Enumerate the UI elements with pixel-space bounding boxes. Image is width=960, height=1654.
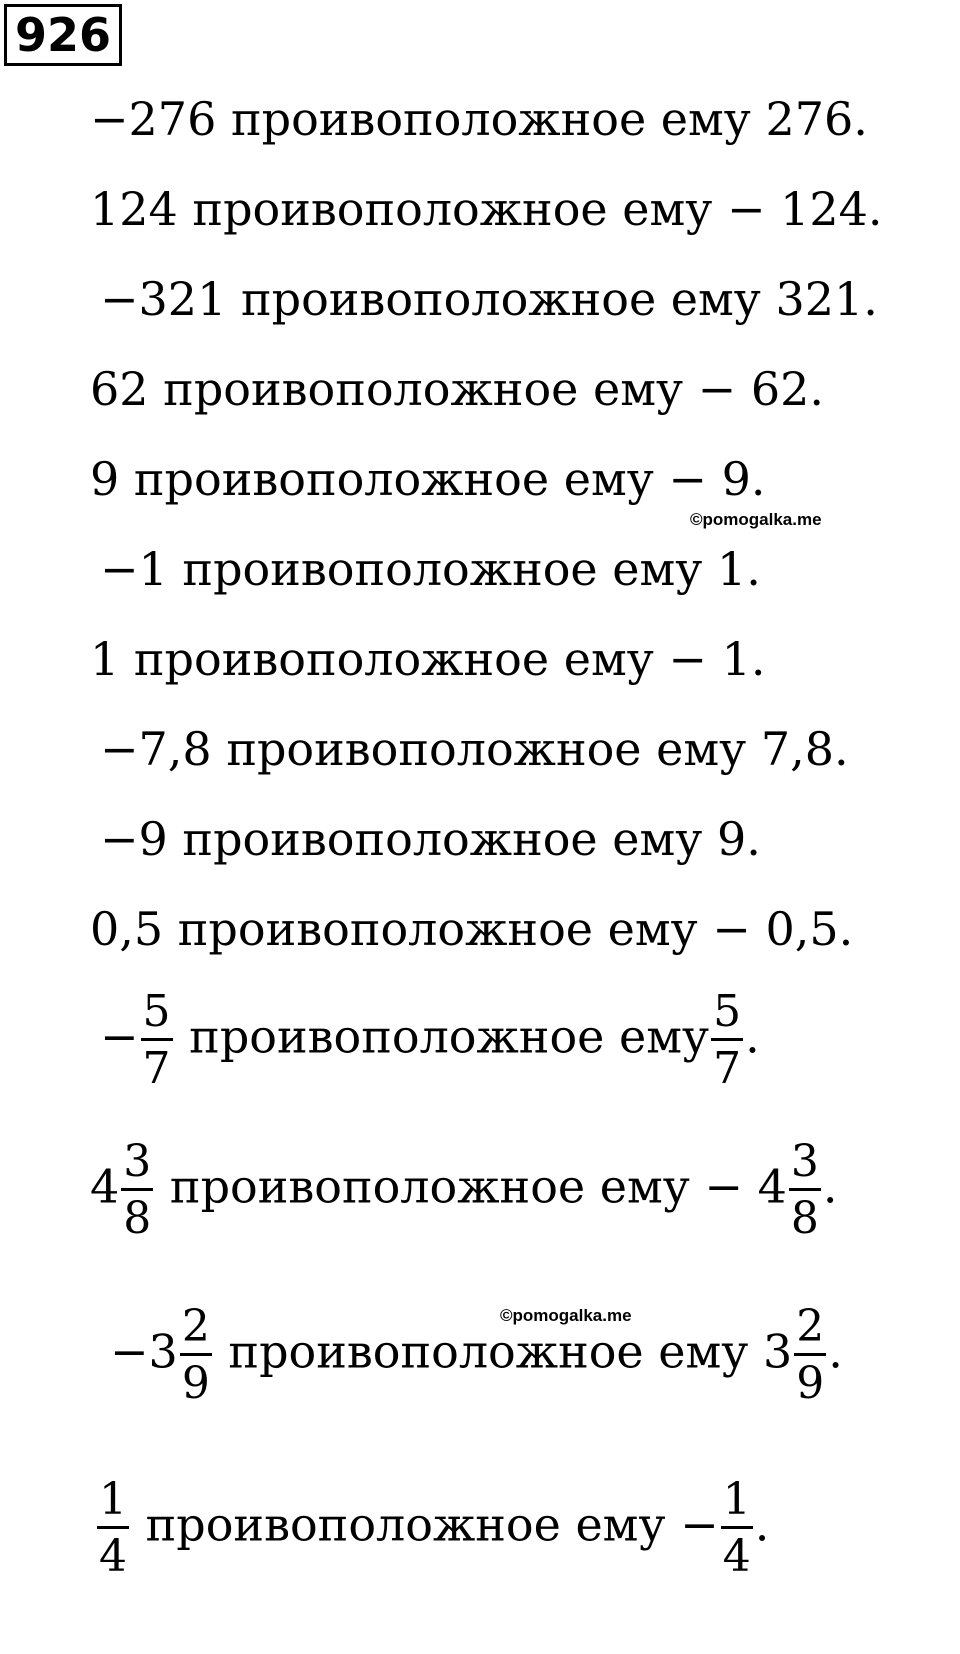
fraction-bar xyxy=(141,1038,173,1041)
numerator: 1 xyxy=(722,1474,751,1525)
lead: 4 xyxy=(90,1159,120,1214)
numerator: 5 xyxy=(713,986,742,1037)
watermark: ©pomogalka.me xyxy=(500,1306,632,1325)
answer-line: −321 проивоположное ему 321. xyxy=(100,272,878,326)
fraction-bar xyxy=(711,1038,743,1041)
numerator: 2 xyxy=(181,1301,210,1352)
answer-line: −276 проивоположное ему 276. xyxy=(90,92,868,146)
end-text: . xyxy=(828,1324,843,1379)
middle-text: проивоположное ему − xyxy=(131,1497,719,1552)
fraction xyxy=(721,1474,753,1582)
answer-line: 62 проивоположное ему − 62. xyxy=(90,362,825,416)
numerator: 2 xyxy=(796,1301,825,1352)
fraction xyxy=(121,1136,153,1244)
fraction xyxy=(711,986,743,1094)
fraction xyxy=(97,1474,129,1582)
fraction-bar xyxy=(97,1526,129,1529)
fraction xyxy=(180,1301,212,1409)
fraction-bar xyxy=(180,1353,212,1356)
denominator: 9 xyxy=(181,1358,210,1409)
fraction-bar xyxy=(121,1188,153,1191)
watermark: ©pomogalka.me xyxy=(690,510,822,529)
answer-line: 9 проивоположное ему − 9. xyxy=(90,452,766,506)
task-number-badge: 926 xyxy=(4,4,122,66)
fraction xyxy=(789,1136,821,1244)
numerator: 1 xyxy=(99,1474,127,1525)
fraction-bar xyxy=(721,1526,753,1529)
numerator: 3 xyxy=(790,1136,819,1187)
denominator: 4 xyxy=(99,1531,127,1582)
answer-line: 124 проивоположное ему − 124. xyxy=(90,182,883,236)
middle-text: проивоположное ему − 4 xyxy=(155,1159,787,1214)
end-text: . xyxy=(754,1497,770,1552)
denominator: 4 xyxy=(722,1531,751,1582)
answer-line: −7,8 проивоположное ему 7,8. xyxy=(100,722,849,776)
fraction-answer-line xyxy=(90,1136,838,1244)
denominator: 8 xyxy=(123,1193,152,1244)
fraction xyxy=(141,986,173,1094)
fraction-answer-line xyxy=(100,986,760,1094)
denominator: 7 xyxy=(713,1043,742,1094)
answer-line: −1 проивоположное ему 1. xyxy=(100,542,761,596)
fraction xyxy=(794,1301,826,1409)
fraction-answer-line xyxy=(95,1474,770,1582)
numerator: 3 xyxy=(123,1136,152,1187)
fraction-answer-line xyxy=(110,1301,843,1409)
middle-text: проивоположное ему 3 xyxy=(213,1324,793,1379)
fraction-bar xyxy=(794,1353,826,1356)
answer-line: 1 проивоположное ему − 1. xyxy=(90,632,766,686)
denominator: 8 xyxy=(790,1193,819,1244)
middle-text: проивоположное ему xyxy=(174,1009,710,1064)
fraction-bar xyxy=(789,1188,821,1191)
end-text: . xyxy=(822,1159,838,1214)
numerator: 5 xyxy=(142,986,171,1037)
denominator: 7 xyxy=(142,1043,171,1094)
denominator: 9 xyxy=(796,1358,825,1409)
lead: −3 xyxy=(110,1324,178,1379)
end-text: . xyxy=(745,1009,760,1064)
answer-line: 0,5 проивоположное ему − 0,5. xyxy=(90,902,854,956)
lead: − xyxy=(100,1009,139,1064)
answer-line: −9 проивоположное ему 9. xyxy=(100,812,761,866)
